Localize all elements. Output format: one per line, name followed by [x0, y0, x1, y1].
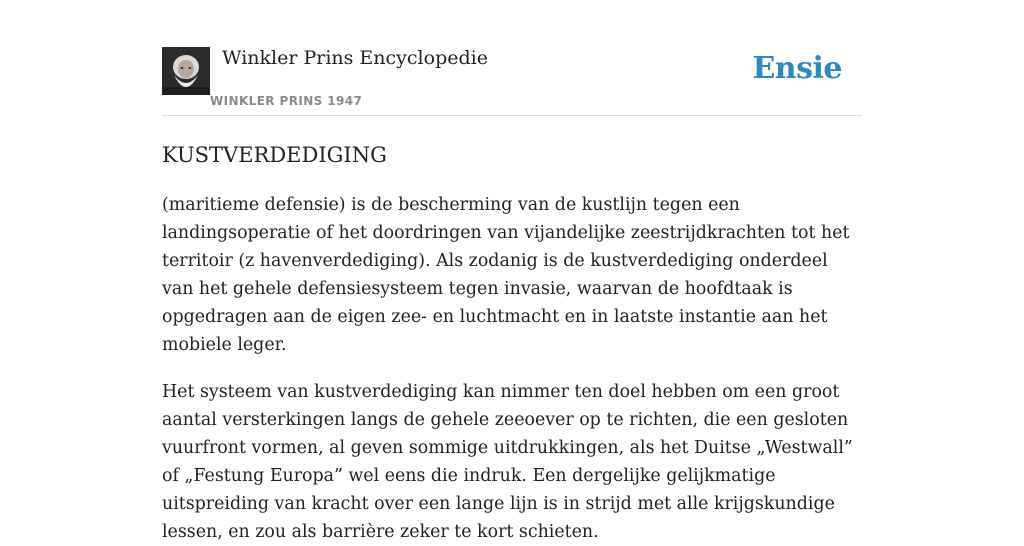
source-title[interactable]: Winkler Prins Encyclopedie — [222, 47, 488, 69]
entry-paragraph: (maritieme defensie) is de bescherming van de kustlijn tegen een landingsoperatie of het doordringen van vijandelijke zeestrijdkrachten tot het territoir (z havenverdediging). Als zodanig is de kustverdediging onderdeel van het gehele defensiesysteem tegen invasie, waarvan de hoofdtaak is opgedragen aan de eigen zee- en luchtmacht en in laatste instantie aan het mobiele leger. — [162, 195, 850, 355]
ensie-logo[interactable]: Ensie — [752, 51, 842, 86]
entry-paragraph: Het systeem van kustverdediging kan nimmer ten doel hebben om een groot aantal versterkingen langs de gehele zeeoever op te richten, die een gesloten vuurfront vormen, al geven sommige uitdrukkingen, als het Duitse „Westwall” of „Festung Europa” wel eens die indruk. Een dergelijke gelijkmatige uitspreiding van kracht over een lange lijn is in strijd met alle krijgskundige lessen, en zou als barrière zeker te kort schieten. — [162, 382, 853, 542]
source-edition-label[interactable]: WINKLER PRINS 1947 — [210, 94, 363, 108]
source-header — [162, 0, 862, 116]
avatar-portrait-icon — [162, 47, 210, 95]
author-portrait-avatar[interactable] — [162, 47, 210, 95]
entry-body — [162, 191, 862, 546]
content-column — [162, 0, 862, 546]
entry-title: KUSTVERDEDIGING — [162, 143, 387, 167]
